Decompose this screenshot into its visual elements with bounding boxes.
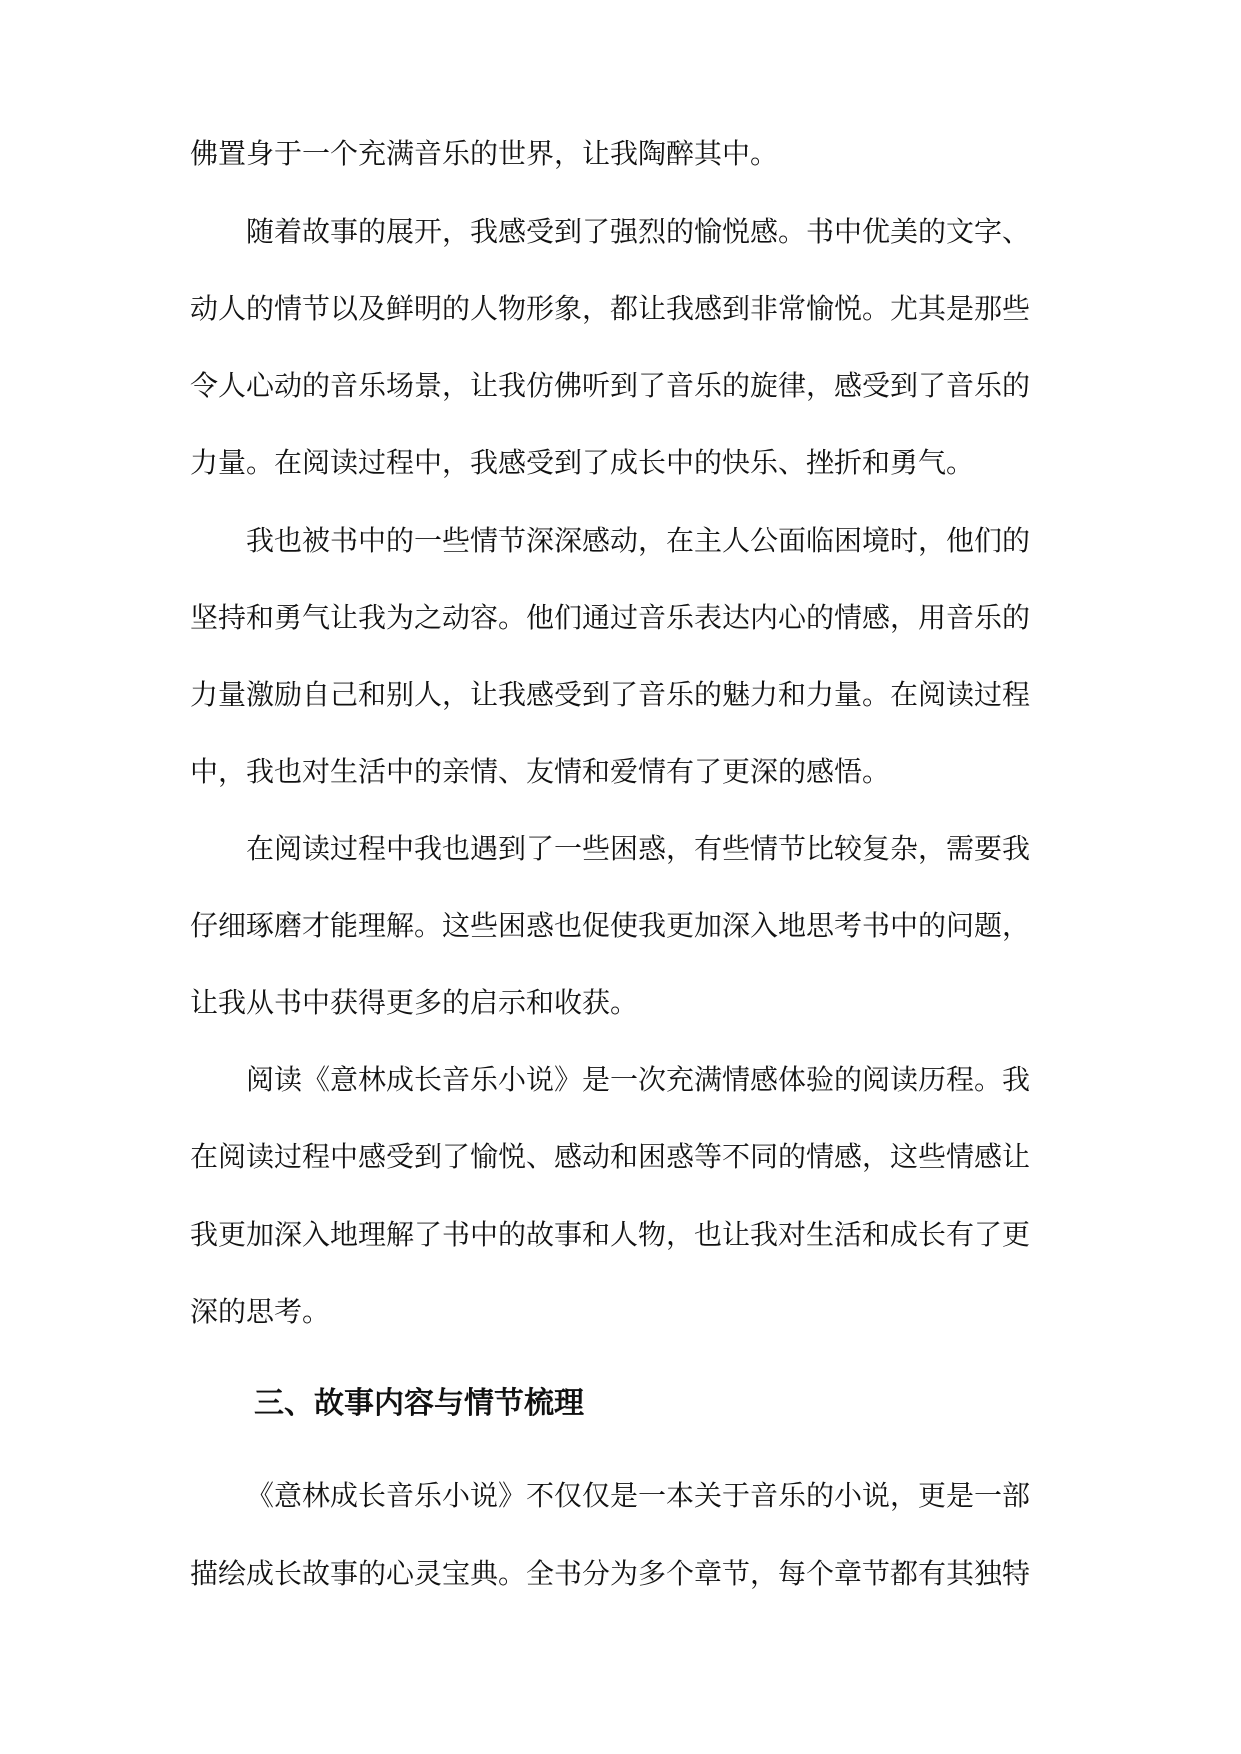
line-text: 阅读《意林成长音乐小说》是一次充满情感体验的阅读历程。我 [246, 1063, 1031, 1096]
text-line [0, 289, 1241, 329]
line-text: 描绘成长故事的心灵宝典。全书分为多个章节，每个章节都有其独特 [190, 1557, 1031, 1590]
line-text: 中，我也对生活中的亲情、友情和爱情有了更深的感悟。 [190, 755, 891, 788]
text-line [0, 1215, 1241, 1255]
line-text: 随着故事的展开，我感受到了强烈的愉悦感。书中优美的文字、 [246, 215, 1031, 248]
line-text: 令人心动的音乐场景，让我仿佛听到了音乐的旋律，感受到了音乐的 [190, 369, 1031, 402]
text-line [0, 983, 1241, 1023]
line-text: 《意林成长音乐小说》不仅仅是一本关于音乐的小说，更是一部 [246, 1479, 1031, 1512]
text-line [0, 1137, 1241, 1177]
text-line [0, 906, 1241, 946]
text-line [0, 1292, 1241, 1332]
line-text: 我更加深入地理解了书中的故事和人物，也让我对生活和成长有了更 [190, 1218, 1031, 1251]
line-text: 力量。在阅读过程中，我感受到了成长中的快乐、挫折和勇气。 [190, 446, 975, 479]
line-text: 坚持和勇气让我为之动容。他们通过音乐表达内心的情感，用音乐的 [190, 601, 1031, 634]
section-heading-text: 三、故事内容与情节梳理 [254, 1386, 584, 1421]
text-line [0, 1476, 1241, 1516]
line-text: 在阅读过程中我也遇到了一些困惑，有些情节比较复杂，需要我 [246, 832, 1031, 865]
text-line [0, 829, 1241, 869]
line-text: 仔细琢磨才能理解。这些困惑也促使我更加深入地思考书中的问题， [190, 909, 1031, 942]
text-line [0, 1060, 1241, 1100]
text-line [0, 521, 1241, 561]
text-line [0, 212, 1241, 252]
text-line [0, 134, 1241, 174]
line-text: 在阅读过程中感受到了愉悦、感动和困惑等不同的情感，这些情感让 [190, 1140, 1031, 1173]
line-text: 让我从书中获得更多的启示和收获。 [190, 986, 639, 1019]
line-text: 力量激励自己和别人，让我感受到了音乐的魅力和力量。在阅读过程 [190, 678, 1031, 711]
line-text: 佛置身于一个充满音乐的世界，让我陶醉其中。 [190, 137, 779, 170]
line-text: 深的思考。 [190, 1295, 331, 1328]
section-heading [0, 1384, 1241, 1424]
text-line [0, 366, 1241, 406]
line-text: 我也被书中的一些情节深深感动，在主人公面临困境时，他们的 [246, 524, 1031, 557]
text-line [0, 752, 1241, 792]
text-line [0, 675, 1241, 715]
line-text: 动人的情节以及鲜明的人物形象，都让我感到非常愉悦。尤其是那些 [190, 292, 1031, 325]
text-line [0, 443, 1241, 483]
text-line [0, 598, 1241, 638]
text-line [0, 1554, 1241, 1594]
